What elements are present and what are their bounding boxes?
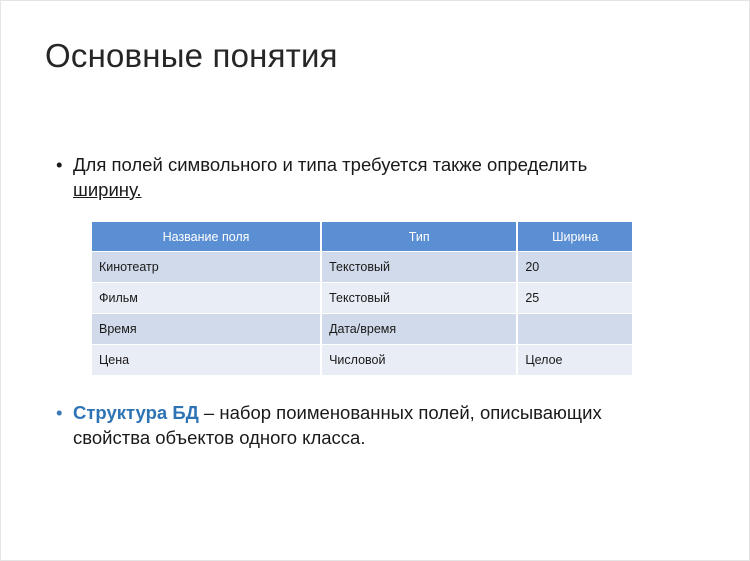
cell-type: Текстовый bbox=[321, 252, 517, 283]
cell-field-name: Цена bbox=[92, 345, 321, 376]
bullet-text bbox=[73, 152, 587, 202]
bullet-dot-icon: • bbox=[56, 154, 63, 175]
cell-field-name: Время bbox=[92, 314, 321, 345]
cell-width bbox=[517, 314, 632, 345]
table-header-row bbox=[92, 222, 632, 252]
fields-table bbox=[92, 222, 632, 375]
cell-type: Числовой bbox=[321, 345, 517, 376]
slide-title: Основные понятия bbox=[45, 37, 338, 74]
table-row bbox=[92, 314, 632, 345]
header-width: Ширина bbox=[517, 222, 632, 252]
bullet-dot-icon: • bbox=[56, 402, 63, 423]
cell-width: 25 bbox=[517, 283, 632, 314]
table-row bbox=[92, 252, 632, 283]
header-field-name: Название поля bbox=[92, 222, 321, 252]
cell-width: 20 bbox=[517, 252, 632, 283]
definition-line-2: свойства объектов одного класса. bbox=[73, 427, 366, 448]
table-row bbox=[92, 345, 632, 376]
definition-text: – набор поименованных полей, описывающих bbox=[198, 402, 602, 423]
bullet-line-2: ширину. bbox=[73, 179, 142, 200]
bullet-text bbox=[73, 400, 602, 450]
table-row bbox=[92, 283, 632, 314]
header-type: Тип bbox=[321, 222, 517, 252]
bullet-line-1: Для полей символьного и типа требуется также определить bbox=[73, 154, 588, 175]
cell-type: Текстовый bbox=[321, 283, 517, 314]
cell-field-name: Кинотеатр bbox=[92, 252, 321, 283]
cell-type: Дата/время bbox=[321, 314, 517, 345]
cell-field-name: Фильм bbox=[92, 283, 321, 314]
term-db-structure: Структура БД bbox=[73, 402, 199, 423]
cell-width: Целое bbox=[517, 345, 632, 376]
